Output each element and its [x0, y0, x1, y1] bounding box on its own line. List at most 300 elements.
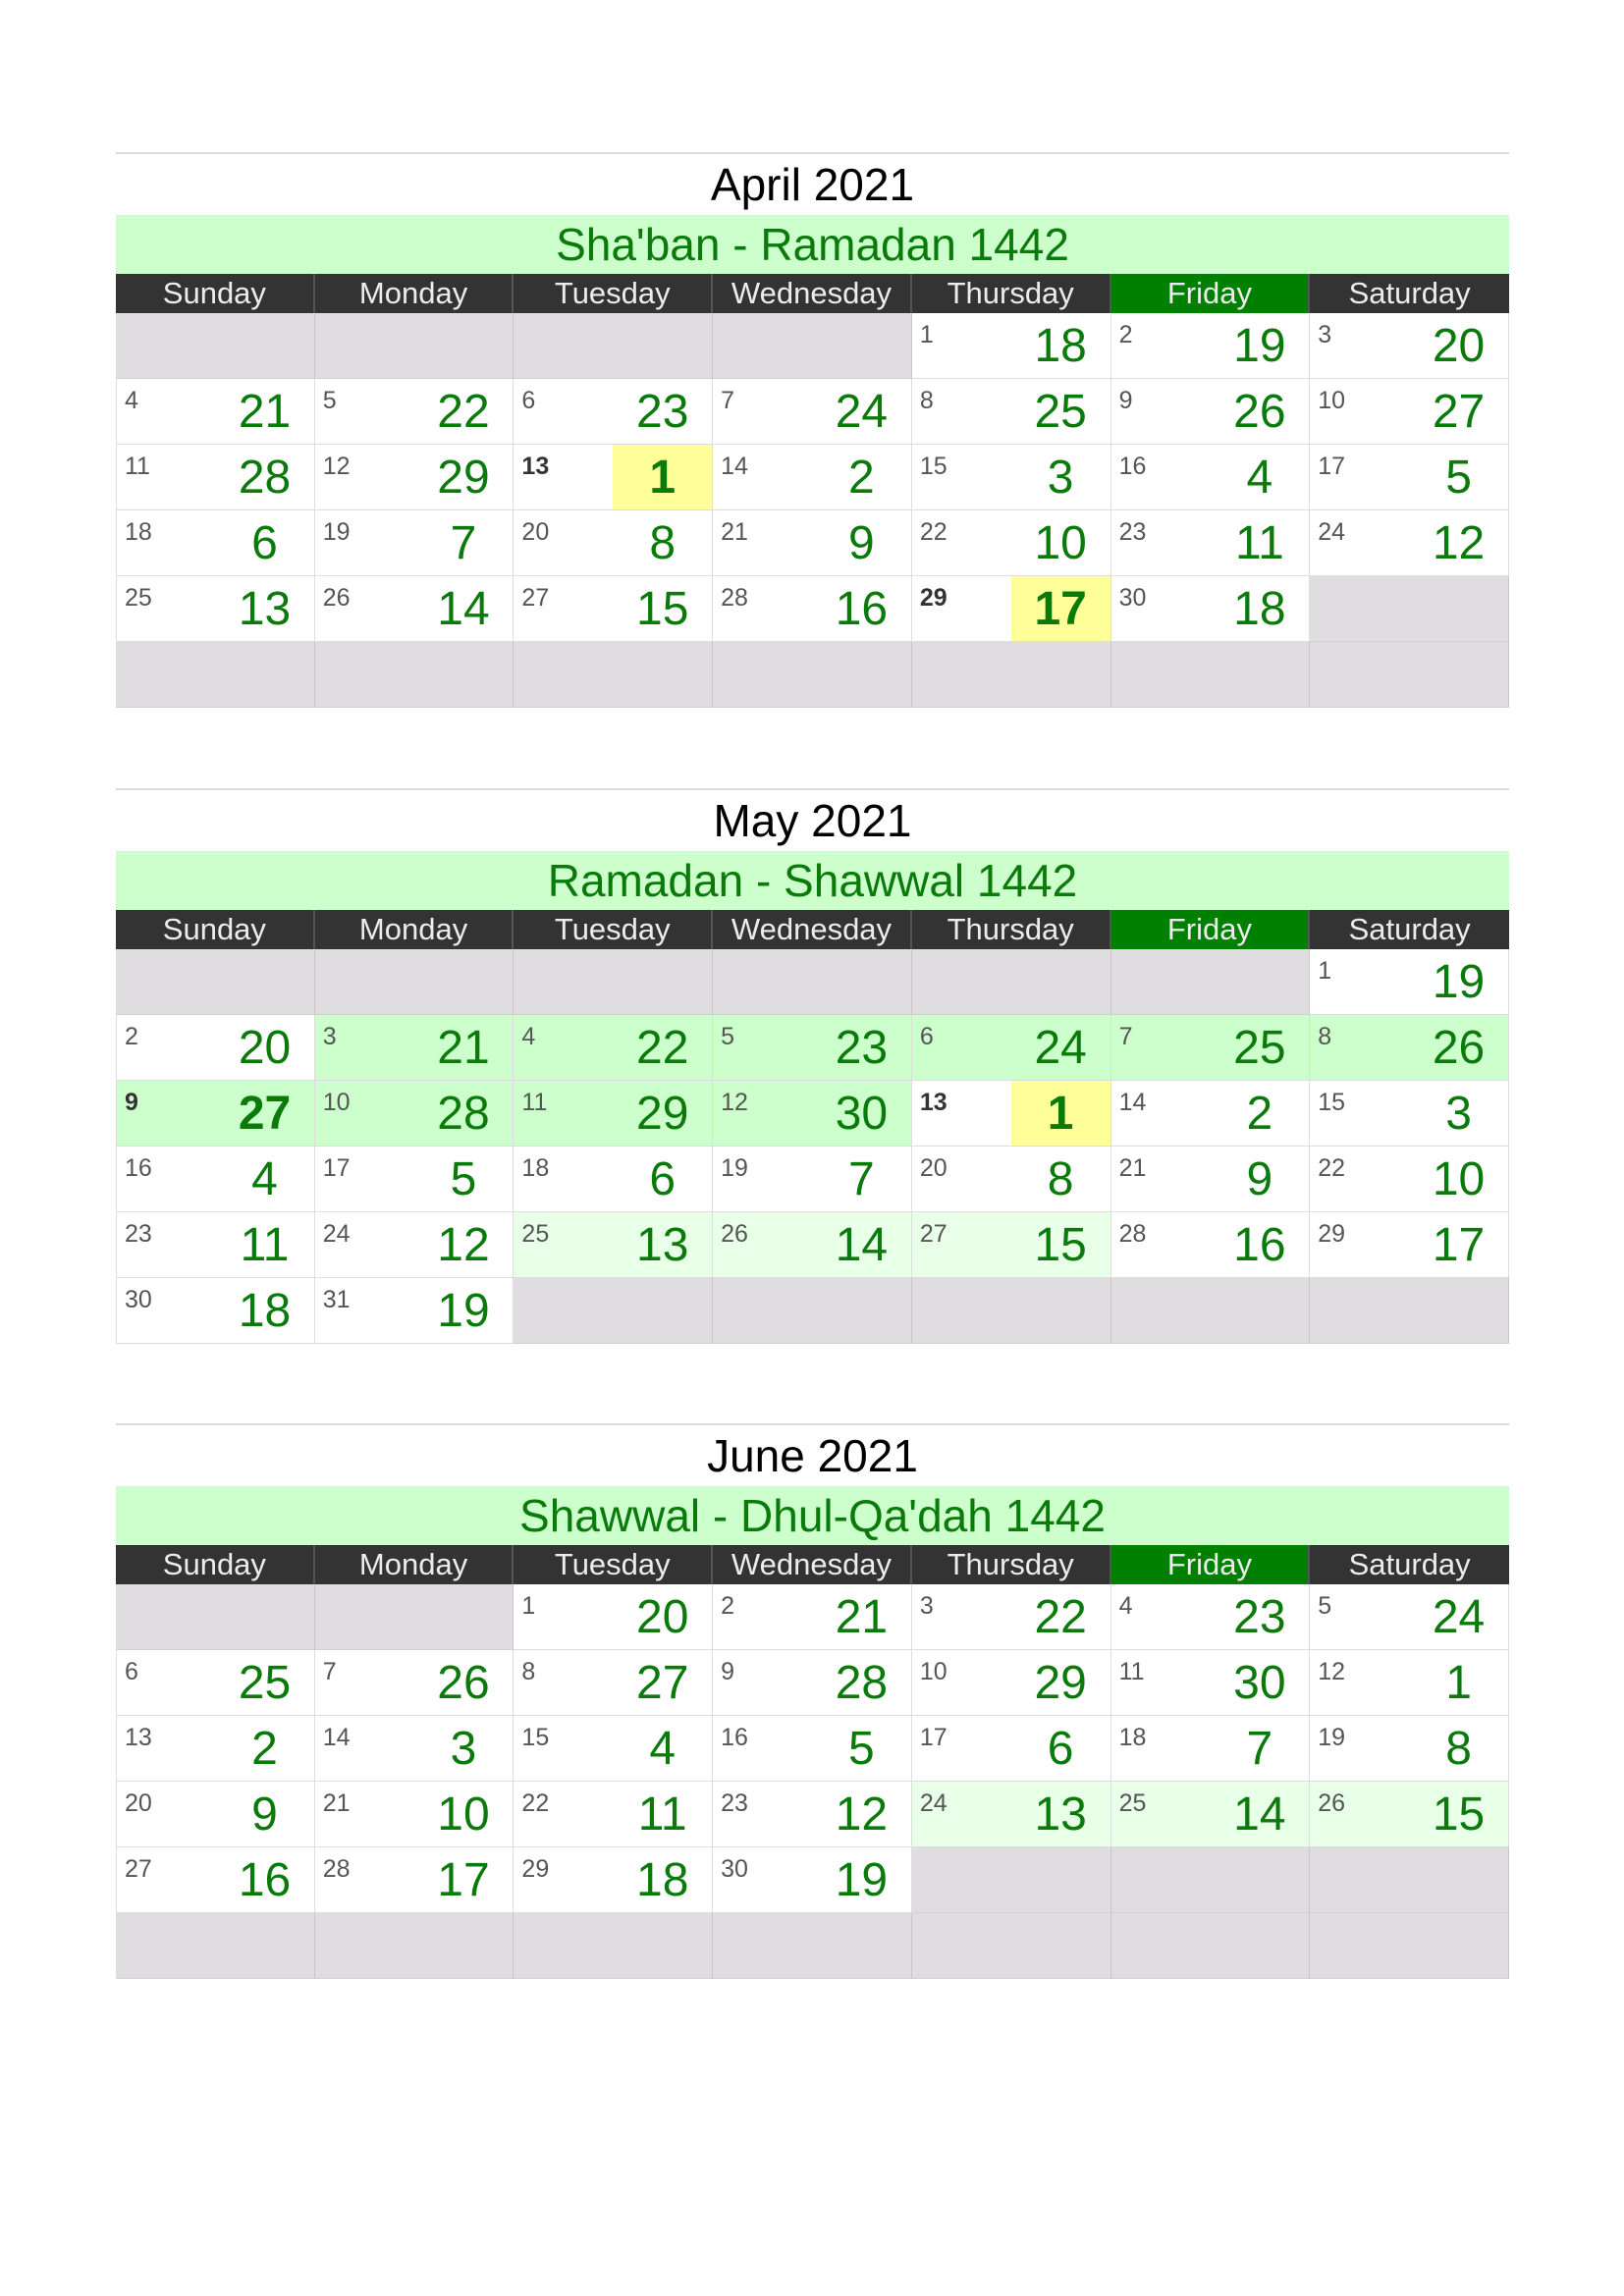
gregorian-day-number: 30	[125, 1286, 152, 1313]
gregorian-day-number: 19	[322, 518, 351, 546]
day-cell	[1310, 1212, 1509, 1278]
weekday-header	[116, 274, 1509, 313]
day-cell	[1111, 510, 1311, 576]
day-cell	[315, 576, 514, 642]
day-cell	[116, 1716, 315, 1782]
gregorian-day-number: 27	[521, 584, 550, 612]
day-cell	[1310, 1015, 1509, 1081]
day-cell	[514, 1782, 713, 1847]
day-cell	[1310, 1147, 1509, 1212]
hijri-day-number: 29	[437, 451, 490, 504]
gregorian-day-number: 5	[1318, 1592, 1332, 1620]
day-cell	[1111, 1212, 1311, 1278]
weekday-monday: Monday	[315, 274, 514, 313]
gregorian-day-number: 27	[125, 1855, 152, 1883]
day-cell	[1310, 510, 1509, 576]
day-grid	[116, 949, 1509, 1344]
day-cell	[315, 1847, 514, 1913]
hijri-day-number: 7	[1246, 1722, 1273, 1775]
empty-day-cell	[713, 1913, 912, 1979]
hijri-day-number: 19	[1432, 955, 1486, 1008]
day-cell	[1310, 313, 1509, 379]
hijri-day-number: 12	[437, 1218, 490, 1271]
hijri-day-number: 8	[1047, 1152, 1074, 1205]
day-cell	[116, 1278, 315, 1344]
hijri-day-number: 20	[636, 1590, 689, 1643]
day-cell	[912, 1147, 1111, 1212]
gregorian-day-number: 14	[322, 1724, 351, 1751]
day-cell	[116, 1081, 315, 1147]
empty-day-cell	[116, 642, 315, 708]
gregorian-day-number: 24	[322, 1220, 351, 1248]
gregorian-day-number: 26	[1318, 1789, 1346, 1817]
day-cell	[1310, 1716, 1509, 1782]
hijri-day-number: 13	[636, 1218, 689, 1271]
hijri-day-number: 19	[1233, 319, 1286, 372]
hijri-month-banner: Shawwal - Dhul-Qa'dah 1442	[116, 1486, 1509, 1545]
day-cell	[514, 1584, 713, 1650]
gregorian-day-number: 11	[1118, 1658, 1145, 1685]
weekday-sunday: Sunday	[116, 910, 315, 949]
day-cell	[116, 379, 315, 445]
empty-day-cell	[713, 642, 912, 708]
gregorian-day-number: 25	[125, 584, 152, 612]
hijri-day-number: 23	[1233, 1590, 1286, 1643]
weekday-wednesday: Wednesday	[713, 910, 912, 949]
weekday-header	[116, 910, 1509, 949]
hijri-day-number: 26	[1233, 385, 1286, 438]
weekday-monday: Monday	[315, 910, 514, 949]
hijri-day-number: 6	[251, 516, 278, 569]
gregorian-day-number: 13	[919, 1089, 947, 1116]
day-cell	[1111, 1650, 1311, 1716]
gregorian-day-number: 23	[125, 1220, 152, 1248]
hijri-day-number: 1	[1011, 1081, 1110, 1146]
hijri-day-number: 9	[848, 516, 875, 569]
gregorian-day-number: 2	[125, 1023, 138, 1050]
gregorian-day-number: 18	[125, 518, 152, 546]
day-cell	[315, 445, 514, 510]
day-cell	[116, 1015, 315, 1081]
day-cell	[514, 1147, 713, 1212]
gregorian-day-number: 13	[521, 453, 550, 480]
empty-day-cell	[912, 1847, 1111, 1913]
gregorian-day-number: 8	[521, 1658, 536, 1685]
day-grid	[116, 313, 1509, 708]
hijri-day-number: 22	[636, 1021, 689, 1074]
gregorian-day-number: 12	[1318, 1658, 1346, 1685]
hijri-day-number: 4	[251, 1152, 278, 1205]
month-calendar-may	[116, 788, 1509, 1344]
hijri-day-number: 14	[437, 582, 490, 635]
gregorian-day-number: 16	[721, 1724, 748, 1751]
empty-day-cell	[713, 313, 912, 379]
gregorian-day-number: 19	[1318, 1724, 1346, 1751]
empty-day-cell	[1111, 642, 1311, 708]
hijri-day-number: 28	[437, 1087, 490, 1140]
hijri-day-number: 14	[1233, 1788, 1286, 1841]
hijri-day-number: 22	[437, 385, 490, 438]
gregorian-day-number: 17	[1318, 453, 1346, 480]
weekday-monday: Monday	[315, 1545, 514, 1584]
hijri-day-number: 18	[238, 1284, 292, 1337]
day-cell	[116, 1147, 315, 1212]
day-cell	[514, 510, 713, 576]
hijri-day-number: 6	[1047, 1722, 1074, 1775]
gregorian-day-number: 28	[721, 584, 748, 612]
gregorian-day-number: 23	[721, 1789, 748, 1817]
day-cell	[912, 1584, 1111, 1650]
day-cell	[116, 510, 315, 576]
gregorian-day-number: 1	[521, 1592, 536, 1620]
gregorian-day-number: 25	[1118, 1789, 1147, 1817]
hijri-day-number: 24	[1432, 1590, 1486, 1643]
weekday-saturday: Saturday	[1310, 1545, 1509, 1584]
weekday-sunday: Sunday	[116, 1545, 315, 1584]
weekday-thursday: Thursday	[912, 1545, 1111, 1584]
day-cell	[713, 1847, 912, 1913]
empty-day-cell	[1111, 1278, 1311, 1344]
month-title: April 2021	[116, 152, 1509, 215]
day-cell	[1111, 1782, 1311, 1847]
weekday-tuesday: Tuesday	[514, 274, 713, 313]
hijri-day-number: 5	[1445, 451, 1472, 504]
hijri-day-number: 12	[835, 1788, 889, 1841]
day-cell	[912, 445, 1111, 510]
hijri-day-number: 10	[437, 1788, 490, 1841]
weekday-thursday: Thursday	[912, 910, 1111, 949]
hijri-day-number: 1	[1445, 1656, 1472, 1709]
gregorian-day-number: 22	[1318, 1154, 1346, 1182]
empty-day-cell	[912, 1913, 1111, 1979]
empty-day-cell	[116, 949, 315, 1015]
gregorian-day-number: 21	[721, 518, 748, 546]
hijri-day-number: 3	[450, 1722, 477, 1775]
hijri-day-number: 16	[238, 1853, 292, 1906]
gregorian-day-number: 25	[521, 1220, 550, 1248]
hijri-day-number: 27	[636, 1656, 689, 1709]
gregorian-day-number: 26	[721, 1220, 748, 1248]
hijri-day-number: 18	[636, 1853, 689, 1906]
hijri-day-number: 19	[835, 1853, 889, 1906]
weekday-tuesday: Tuesday	[514, 910, 713, 949]
gregorian-day-number: 3	[1318, 321, 1332, 348]
hijri-day-number: 11	[1234, 516, 1284, 569]
day-cell	[514, 1081, 713, 1147]
hijri-day-number: 7	[450, 516, 477, 569]
day-cell	[912, 510, 1111, 576]
hijri-day-number: 12	[1432, 516, 1486, 569]
hijri-day-number: 24	[1034, 1021, 1087, 1074]
hijri-day-number: 29	[1034, 1656, 1087, 1709]
empty-day-cell	[116, 1913, 315, 1979]
gregorian-day-number: 10	[322, 1089, 351, 1116]
gregorian-day-number: 7	[322, 1658, 337, 1685]
day-cell	[912, 313, 1111, 379]
hijri-day-number: 8	[649, 516, 677, 569]
hijri-day-number: 23	[835, 1021, 889, 1074]
gregorian-day-number: 28	[1118, 1220, 1147, 1248]
day-cell	[1310, 379, 1509, 445]
gregorian-day-number: 12	[721, 1089, 748, 1116]
empty-day-cell	[1111, 1913, 1311, 1979]
gregorian-day-number: 11	[521, 1089, 548, 1116]
empty-day-cell	[912, 1278, 1111, 1344]
gregorian-day-number: 9	[1118, 387, 1133, 414]
day-cell	[116, 576, 315, 642]
empty-day-cell	[315, 1584, 514, 1650]
hijri-day-number: 25	[238, 1656, 292, 1709]
month-title: June 2021	[116, 1423, 1509, 1486]
empty-day-cell	[912, 642, 1111, 708]
empty-day-cell	[514, 313, 713, 379]
day-cell	[1111, 1015, 1311, 1081]
empty-day-cell	[514, 1278, 713, 1344]
hijri-day-number: 13	[1034, 1788, 1087, 1841]
day-cell	[912, 379, 1111, 445]
hijri-day-number: 24	[835, 385, 889, 438]
hijri-day-number: 2	[848, 451, 875, 504]
month-title: May 2021	[116, 788, 1509, 851]
day-cell	[1111, 379, 1311, 445]
empty-day-cell	[912, 949, 1111, 1015]
day-cell	[315, 1081, 514, 1147]
hijri-day-number: 22	[1034, 1590, 1087, 1643]
hijri-day-number: 27	[238, 1087, 292, 1140]
gregorian-day-number: 24	[919, 1789, 947, 1817]
hijri-day-number: 5	[848, 1722, 875, 1775]
hijri-day-number: 20	[238, 1021, 292, 1074]
day-cell	[713, 379, 912, 445]
gregorian-day-number: 24	[1318, 518, 1346, 546]
gregorian-day-number: 15	[521, 1724, 550, 1751]
hijri-day-number: 17	[1011, 576, 1110, 641]
day-cell	[116, 1782, 315, 1847]
day-cell	[514, 379, 713, 445]
empty-day-cell	[514, 642, 713, 708]
empty-day-cell	[1310, 576, 1509, 642]
day-cell	[713, 445, 912, 510]
hijri-day-number: 30	[1233, 1656, 1286, 1709]
hijri-day-number: 21	[238, 385, 292, 438]
hijri-day-number: 9	[251, 1788, 278, 1841]
hijri-day-number: 2	[251, 1722, 278, 1775]
gregorian-day-number: 2	[1118, 321, 1133, 348]
hijri-day-number: 20	[1432, 319, 1486, 372]
hijri-day-number: 6	[649, 1152, 677, 1205]
gregorian-day-number: 1	[919, 321, 934, 348]
hijri-day-number: 1	[613, 445, 712, 509]
gregorian-day-number: 8	[919, 387, 934, 414]
hijri-month-banner: Ramadan - Shawwal 1442	[116, 851, 1509, 910]
day-cell	[713, 1212, 912, 1278]
hijri-day-number: 28	[238, 451, 292, 504]
weekday-sunday: Sunday	[116, 274, 315, 313]
hijri-day-number: 15	[636, 582, 689, 635]
gregorian-day-number: 20	[919, 1154, 947, 1182]
gregorian-day-number: 1	[1318, 957, 1332, 985]
day-cell	[514, 1716, 713, 1782]
gregorian-day-number: 13	[125, 1724, 152, 1751]
gregorian-day-number: 15	[1318, 1089, 1346, 1116]
day-cell	[116, 1212, 315, 1278]
hijri-day-number: 10	[1034, 516, 1087, 569]
day-cell	[1111, 1584, 1311, 1650]
hijri-day-number: 15	[1432, 1788, 1486, 1841]
weekday-header	[116, 1545, 1509, 1584]
hijri-day-number: 11	[637, 1788, 687, 1841]
day-cell	[1310, 445, 1509, 510]
day-cell	[315, 510, 514, 576]
day-cell	[315, 1782, 514, 1847]
hijri-day-number: 2	[1246, 1087, 1273, 1140]
hijri-month-banner: Sha'ban - Ramadan 1442	[116, 215, 1509, 274]
hijri-day-number: 8	[1445, 1722, 1472, 1775]
day-cell	[514, 1015, 713, 1081]
gregorian-day-number: 14	[721, 453, 748, 480]
gregorian-day-number: 2	[721, 1592, 735, 1620]
gregorian-day-number: 17	[919, 1724, 947, 1751]
gregorian-day-number: 22	[919, 518, 947, 546]
hijri-day-number: 27	[1432, 385, 1486, 438]
hijri-day-number: 26	[1432, 1021, 1486, 1074]
day-cell	[315, 1650, 514, 1716]
day-cell	[1111, 576, 1311, 642]
empty-day-cell	[315, 1913, 514, 1979]
day-cell	[514, 445, 713, 510]
weekday-saturday: Saturday	[1310, 910, 1509, 949]
day-cell	[713, 1081, 912, 1147]
hijri-day-number: 4	[649, 1722, 677, 1775]
weekday-wednesday: Wednesday	[713, 1545, 912, 1584]
gregorian-day-number: 3	[322, 1023, 337, 1050]
gregorian-day-number: 4	[521, 1023, 536, 1050]
gregorian-day-number: 29	[1318, 1220, 1346, 1248]
gregorian-day-number: 6	[919, 1023, 934, 1050]
hijri-day-number: 30	[835, 1087, 889, 1140]
day-cell	[315, 1278, 514, 1344]
gregorian-day-number: 31	[322, 1286, 351, 1313]
hijri-day-number: 4	[1246, 451, 1273, 504]
gregorian-day-number: 27	[919, 1220, 947, 1248]
day-cell	[116, 1650, 315, 1716]
gregorian-day-number: 20	[521, 518, 550, 546]
gregorian-day-number: 10	[1318, 387, 1346, 414]
gregorian-day-number: 20	[125, 1789, 152, 1817]
day-cell	[1111, 1147, 1311, 1212]
empty-day-cell	[713, 949, 912, 1015]
gregorian-day-number: 5	[322, 387, 337, 414]
day-cell	[912, 576, 1111, 642]
gregorian-day-number: 29	[521, 1855, 550, 1883]
hijri-day-number: 10	[1432, 1152, 1486, 1205]
weekday-friday: Friday	[1111, 274, 1311, 313]
gregorian-day-number: 30	[721, 1855, 748, 1883]
hijri-day-number: 18	[1233, 582, 1286, 635]
day-cell	[912, 1650, 1111, 1716]
weekday-tuesday: Tuesday	[514, 1545, 713, 1584]
gregorian-day-number: 17	[322, 1154, 351, 1182]
gregorian-day-number: 9	[125, 1089, 138, 1116]
day-cell	[514, 1650, 713, 1716]
day-cell	[713, 1584, 912, 1650]
hijri-day-number: 5	[450, 1152, 477, 1205]
day-cell	[912, 1081, 1111, 1147]
empty-day-cell	[1111, 949, 1311, 1015]
empty-day-cell	[315, 313, 514, 379]
hijri-day-number: 11	[240, 1218, 290, 1271]
empty-day-cell	[1310, 1278, 1509, 1344]
empty-day-cell	[514, 1913, 713, 1979]
gregorian-day-number: 23	[1118, 518, 1147, 546]
weekday-saturday: Saturday	[1310, 274, 1509, 313]
day-cell	[315, 1147, 514, 1212]
empty-day-cell	[1310, 1847, 1509, 1913]
hijri-day-number: 17	[1432, 1218, 1486, 1271]
day-cell	[315, 379, 514, 445]
gregorian-day-number: 3	[919, 1592, 934, 1620]
day-cell	[1310, 1782, 1509, 1847]
empty-day-cell	[1310, 642, 1509, 708]
day-cell	[116, 1847, 315, 1913]
month-calendar-june	[116, 1423, 1509, 1979]
hijri-day-number: 29	[636, 1087, 689, 1140]
gregorian-day-number: 14	[1118, 1089, 1147, 1116]
empty-day-cell	[116, 313, 315, 379]
weekday-thursday: Thursday	[912, 274, 1111, 313]
gregorian-day-number: 18	[1118, 1724, 1147, 1751]
hijri-day-number: 14	[835, 1218, 889, 1271]
hijri-day-number: 25	[1233, 1021, 1286, 1074]
day-cell	[912, 1716, 1111, 1782]
weekday-friday: Friday	[1111, 1545, 1311, 1584]
gregorian-day-number: 29	[919, 584, 947, 612]
gregorian-day-number: 26	[322, 584, 351, 612]
gregorian-day-number: 21	[1118, 1154, 1147, 1182]
hijri-day-number: 16	[1233, 1218, 1286, 1271]
day-cell	[713, 1782, 912, 1847]
day-grid	[116, 1584, 1509, 1979]
day-cell	[514, 576, 713, 642]
empty-day-cell	[315, 642, 514, 708]
hijri-day-number: 28	[835, 1656, 889, 1709]
day-cell	[912, 1212, 1111, 1278]
hijri-day-number: 9	[1246, 1152, 1273, 1205]
day-cell	[713, 1015, 912, 1081]
day-cell	[514, 1847, 713, 1913]
hijri-day-number: 21	[437, 1021, 490, 1074]
weekday-wednesday: Wednesday	[713, 274, 912, 313]
gregorian-day-number: 7	[721, 387, 735, 414]
hijri-day-number: 23	[636, 385, 689, 438]
gregorian-day-number: 11	[125, 453, 150, 480]
gregorian-day-number: 5	[721, 1023, 735, 1050]
hijri-day-number: 19	[437, 1284, 490, 1337]
gregorian-day-number: 21	[322, 1789, 351, 1817]
day-cell	[1111, 1716, 1311, 1782]
day-cell	[1111, 313, 1311, 379]
day-cell	[713, 1650, 912, 1716]
empty-day-cell	[315, 949, 514, 1015]
day-cell	[1111, 1081, 1311, 1147]
hijri-day-number: 3	[1047, 451, 1074, 504]
gregorian-day-number: 4	[125, 387, 138, 414]
month-calendar-april	[116, 152, 1509, 708]
hijri-day-number: 16	[835, 582, 889, 635]
empty-day-cell	[1111, 1847, 1311, 1913]
gregorian-day-number: 16	[1118, 453, 1147, 480]
day-cell	[713, 1147, 912, 1212]
